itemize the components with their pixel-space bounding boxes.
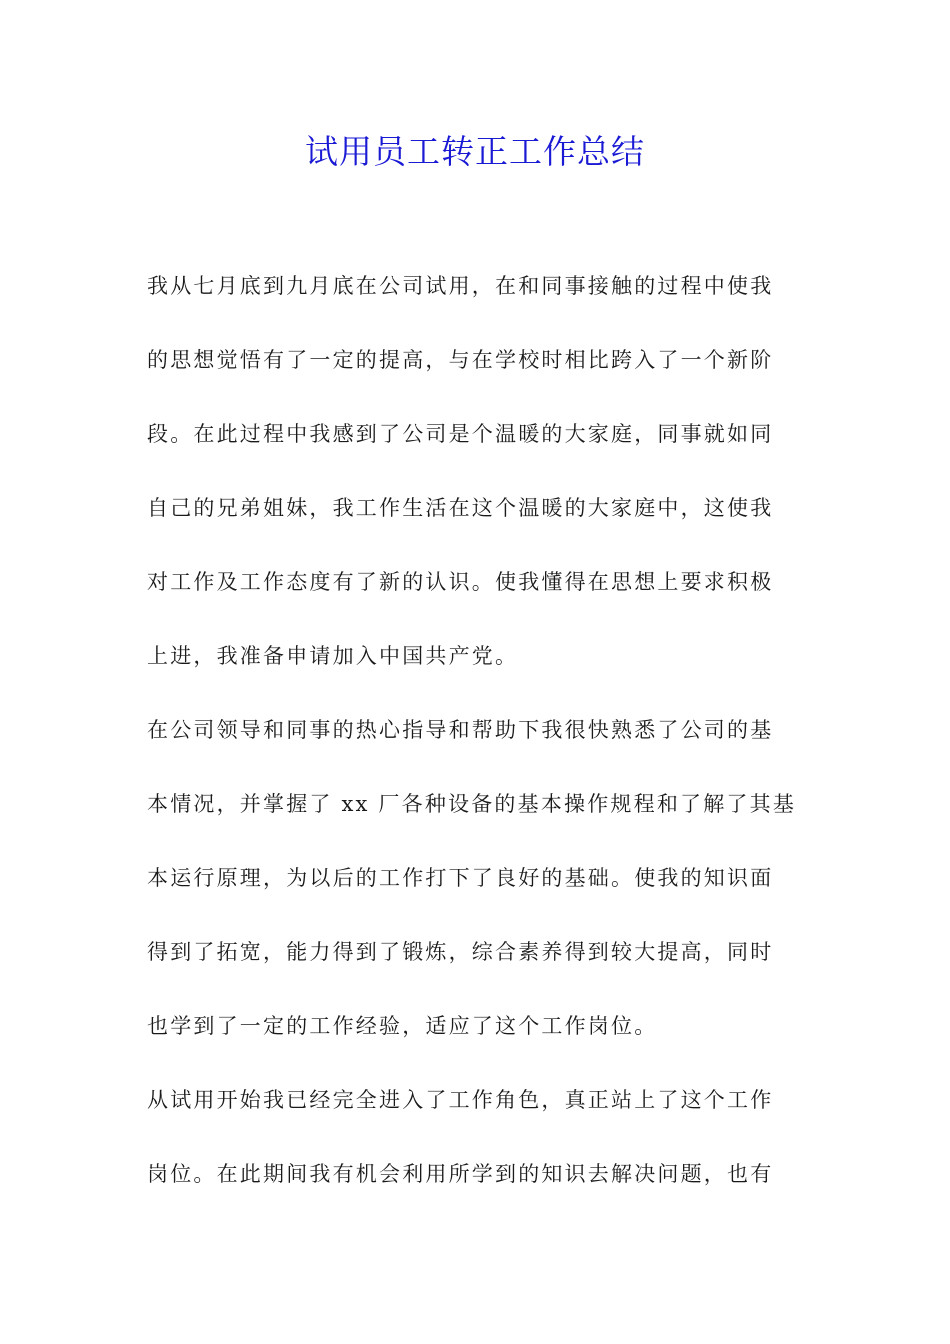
document-title: 试用员工转正工作总结	[305, 132, 645, 171]
text-line-11: 也学到了一定的工作经验，适应了这个工作岗位。	[147, 1014, 658, 1038]
text-line-3: 段。在此过程中我感到了公司是个温暖的大家庭，同事就如同	[147, 422, 774, 446]
text-line-1: 我从七月底到九月底在公司试用，在和同事接触的过程中使我	[147, 274, 774, 298]
text-line-4: 自己的兄弟姐妹，我工作生活在这个温暖的大家庭中，这使我	[147, 496, 774, 520]
text-line-7: 在公司领导和同事的热心指导和帮助下我很快熟悉了公司的基	[147, 718, 774, 742]
text-line-6: 上进，我准备申请加入中国共产党。	[147, 644, 519, 668]
text-line-2: 的思想觉悟有了一定的提高，与在学校时相比跨入了一个新阶	[147, 348, 774, 372]
document-body	[147, 262, 807, 1224]
text-line-10: 得到了拓宽，能力得到了锻炼，综合素养得到较大提高，同时	[147, 940, 774, 964]
text-line-5: 对工作及工作态度有了新的认识。使我懂得在思想上要求积极	[147, 570, 774, 594]
text-line-9: 本运行原理，为以后的工作打下了良好的基础。使我的知识面	[147, 866, 774, 890]
text-line-12: 从试用开始我已经完全进入了工作角色，真正站上了这个工作	[147, 1088, 774, 1112]
text-line-13: 岗位。在此期间我有机会利用所学到的知识去解决问题，也有	[147, 1162, 774, 1186]
text-line-8: 本情况，并掌握了 xx 厂各种设备的基本操作规程和了解了其基	[147, 792, 797, 816]
